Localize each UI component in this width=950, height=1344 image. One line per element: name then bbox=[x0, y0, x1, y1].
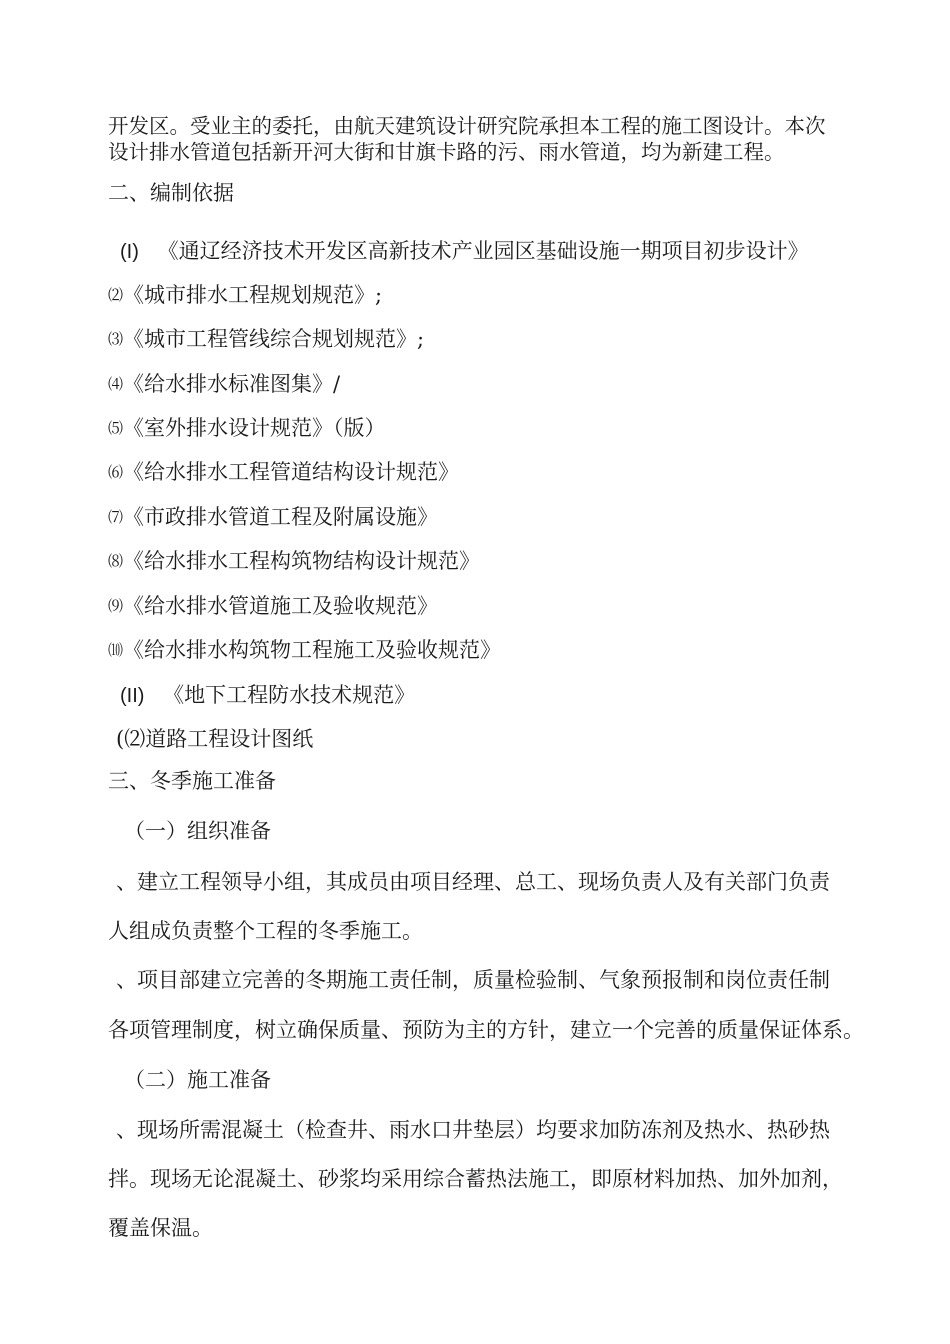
reference-item-2 bbox=[108, 282, 382, 308]
reference-item-4 bbox=[108, 371, 340, 397]
reference-text: 《给水排水管道施工及验收规范》 bbox=[123, 594, 439, 618]
reference-item-3 bbox=[108, 326, 424, 352]
reference-marker: (⑵ bbox=[116, 727, 146, 751]
section-3-heading: 三、冬季施工准备 bbox=[108, 769, 276, 793]
reference-marker: ⑷ bbox=[108, 375, 124, 393]
reference-marker: ⑸ bbox=[108, 419, 124, 437]
organization-paragraph-1-line-2: 人组成负责整个工程的冬季施工。 bbox=[108, 919, 423, 943]
reference-marker: (II) bbox=[120, 685, 145, 707]
reference-text: 《给水排水工程构筑物结构设计规范》 bbox=[123, 549, 481, 573]
reference-item-5 bbox=[108, 415, 386, 441]
reference-item-9 bbox=[108, 593, 438, 619]
reference-text: 《给水排水构筑物工程施工及验收规范》 bbox=[123, 638, 502, 662]
reference-text: 《通辽经济技术开发区高新技术产业园区基础设施一期项目初步设计》 bbox=[157, 239, 809, 263]
intro-line-1: 开发区。受业主的委托，由航天建筑设计研究院承担本工程的施工图设计。本次 bbox=[108, 114, 826, 138]
reference-item-11 bbox=[120, 682, 415, 709]
reference-text: 《市政排水管道工程及附属设施》 bbox=[123, 505, 439, 529]
reference-item-10 bbox=[108, 637, 501, 663]
section-2-heading: 二、编制依据 bbox=[108, 181, 234, 205]
reference-marker: (I) bbox=[120, 241, 139, 263]
organization-paragraph-2-line-2: 各项管理制度，树立确保质量、预防为主的方针，建立一个完善的质量保证体系。 bbox=[108, 1018, 864, 1042]
reference-marker: ⑹ bbox=[108, 463, 124, 481]
reference-marker: ⑽ bbox=[108, 641, 124, 659]
reference-item-12 bbox=[116, 726, 313, 752]
subsection-construction-heading: （二）施工准备 bbox=[124, 1068, 271, 1092]
reference-text: 道路工程设计图纸 bbox=[145, 727, 314, 751]
reference-text: 《地下工程防水技术规范》 bbox=[163, 683, 416, 707]
organization-paragraph-1-line-1: 、建立工程领导小组，其成员由项目经理、总工、现场负责人及有关部门负责 bbox=[116, 870, 830, 894]
subsection-organization-heading: （一）组织准备 bbox=[124, 819, 271, 843]
reference-item-7 bbox=[108, 504, 438, 530]
reference-text: 《给水排水标准图集》/ bbox=[123, 372, 341, 396]
reference-text: 《城市工程管线综合规划规范》; bbox=[123, 327, 425, 351]
reference-text: 《给水排水工程管道结构设计规范》 bbox=[123, 460, 460, 484]
construction-paragraph-line-1: 、现场所需混凝土（检查井、雨水口井垫层）均要求加防冻剂及热水、热砂热 bbox=[116, 1118, 830, 1142]
reference-text: 《室外排水设计规范》（版） bbox=[123, 416, 386, 440]
reference-marker: ⑶ bbox=[108, 330, 124, 348]
construction-paragraph-line-3: 覆盖保温。 bbox=[108, 1216, 213, 1240]
organization-paragraph-2-line-1: 、项目部建立完善的冬期施工责任制，质量检验制、气象预报制和岗位责任制 bbox=[116, 968, 830, 992]
intro-line-2: 设计排水管道包括新开河大街和甘旗卡路的污、雨水管道，均为新建工程。 bbox=[108, 140, 785, 164]
reference-marker: ⑼ bbox=[108, 597, 124, 615]
reference-marker: ⑻ bbox=[108, 552, 124, 570]
construction-paragraph-line-2: 拌。现场无论混凝土、砂浆均采用综合蓄热法施工，即原材料加热、加外加剂， bbox=[108, 1167, 843, 1191]
reference-marker: ⑺ bbox=[108, 508, 124, 526]
reference-item-1 bbox=[120, 238, 809, 265]
reference-item-6 bbox=[108, 459, 459, 485]
reference-marker: ⑵ bbox=[108, 286, 124, 304]
reference-item-8 bbox=[108, 548, 480, 574]
reference-text: 《城市排水工程规划规范》; bbox=[123, 283, 383, 307]
